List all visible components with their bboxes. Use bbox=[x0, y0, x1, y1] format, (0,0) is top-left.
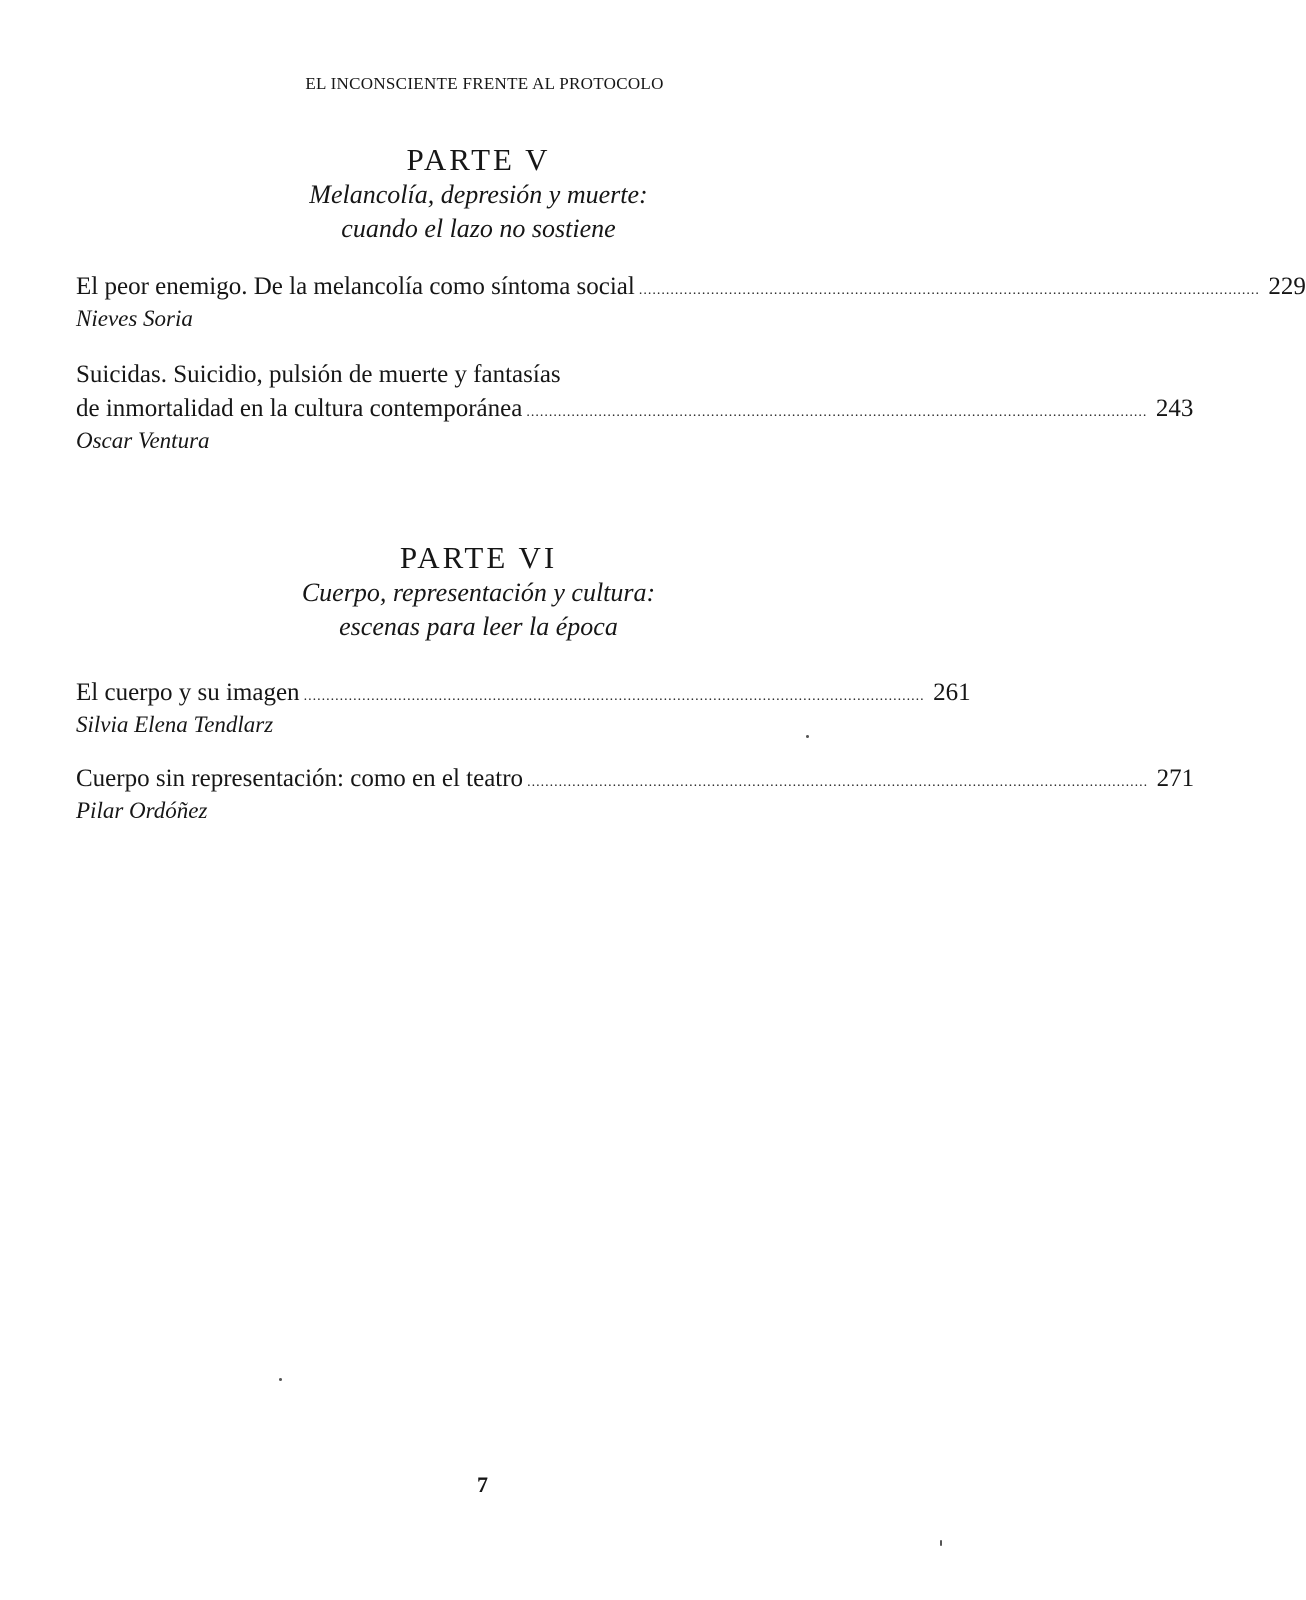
toc-author: Oscar Ventura bbox=[76, 428, 210, 453]
part-label: PARTE V bbox=[406, 142, 551, 177]
part-label: PARTE VI bbox=[399, 540, 558, 575]
part-subtitle-line-1: Cuerpo, representación y cultura: bbox=[301, 578, 656, 607]
scan-speck bbox=[806, 735, 809, 738]
toc-author: Nieves Soria bbox=[76, 306, 193, 331]
toc-entry-title: Cuerpo sin representación: como en el teatro bbox=[76, 765, 524, 792]
toc-entry-title-line bbox=[76, 392, 1194, 426]
toc-page-number: 243 bbox=[1155, 395, 1194, 422]
toc-entry-title-line bbox=[76, 762, 1195, 796]
toc-entry-title: Suicidas. Suicidio, pulsión de muerte y fantasías bbox=[76, 361, 561, 388]
running-head: EL INCONSCIENTE FRENTE AL PROTOCOLO bbox=[305, 74, 664, 93]
part-v-heading bbox=[0, 142, 957, 246]
toc-author: Silvia Elena Tendlarz bbox=[76, 712, 274, 737]
part-vi-heading bbox=[0, 540, 957, 644]
toc-page-number: 229 bbox=[1268, 273, 1306, 300]
toc-entry-title-line bbox=[76, 676, 971, 710]
dot-leader: .......................................................................................................................................... bbox=[526, 405, 1148, 420]
toc-entry bbox=[76, 676, 971, 740]
scan-speck bbox=[940, 1540, 942, 1546]
page-number: 7 bbox=[477, 1472, 488, 1497]
toc-entry-title-continued: de inmortalidad en la cultura contemporánea bbox=[76, 395, 523, 422]
toc-entry bbox=[76, 270, 1306, 334]
toc-entry-title-line bbox=[76, 358, 818, 392]
toc-author: Pilar Ordóñez bbox=[76, 798, 208, 823]
part-subtitle-line-1: Melancolía, depresión y muerte: bbox=[309, 180, 648, 209]
toc-page-number: 271 bbox=[1156, 765, 1195, 792]
dot-leader: .......................................................................................................................................... bbox=[303, 689, 925, 704]
dot-leader: .......................................................................................................................................... bbox=[638, 283, 1260, 298]
part-subtitle-line-2: cuando el lazo no sostiene bbox=[341, 214, 616, 243]
dot-leader: .......................................................................................................................................... bbox=[527, 775, 1149, 790]
scan-speck bbox=[279, 1378, 282, 1381]
toc-page-number: 261 bbox=[933, 679, 971, 706]
toc-entry-title-line bbox=[76, 270, 1306, 304]
part-subtitle-line-2: escenas para leer la época bbox=[339, 612, 618, 641]
toc-entry bbox=[76, 358, 1194, 456]
toc-entry bbox=[76, 762, 1195, 826]
toc-entry-title: El cuerpo y su imagen bbox=[76, 679, 300, 706]
toc-entry-title: El peor enemigo. De la melancolía como síntoma social bbox=[76, 273, 635, 300]
